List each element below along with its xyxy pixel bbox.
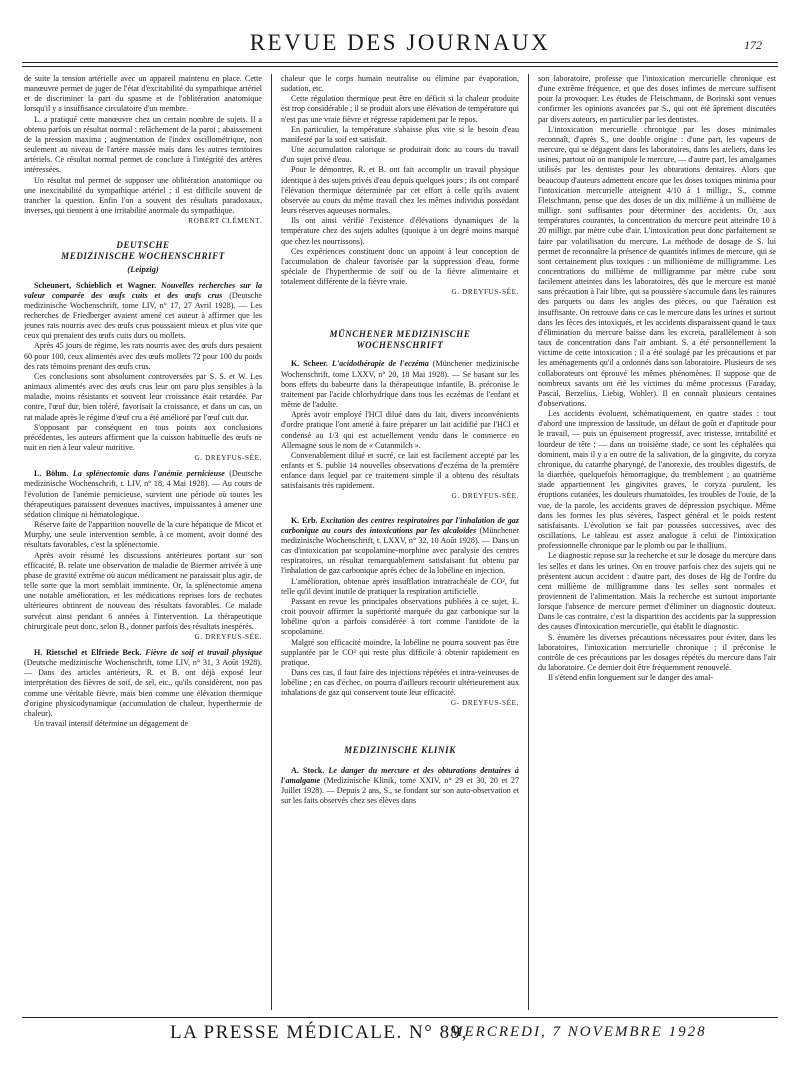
running-title: REVUE DES JOURNAUX (249, 30, 551, 55)
article-authors: L. Böhm. (34, 469, 69, 479)
paragraph: Après 45 jours de régime, les rats nourris avec des œufs durs pesaient 60 pour 100, ceux alimentés avec des œufs mollets 72 pour 100 du poids des rats témoins prenant des œufs crus. (24, 341, 262, 371)
paragraph: S'opposant par conséquent en tous points aux conclusions précédentes, les auteurs affirment que la cuisson habituelle des œufs ne nuit en rien à leur valeur nutritive. (24, 422, 262, 452)
journal-city: (Leipzig) (127, 264, 159, 275)
paragraph: Ces conclusions sont absolument controversées par S. S. et W. Les animaux alimentés avec des œufs crus leur ont paru plus sensibles à la maladie, moins résistants et souvent leur croissance était retardée. Par contre, l'œuf dur, bien toléré, favorisait la croissance, et dans un cas, un rat malade après le régime d'œuf cru a été amélioré par l'œuf cuit dur. (24, 371, 262, 422)
article-text: Se basant sur les bons effets du babeurre dans la thérapeutique infantile, B. préconise le traitement par l'acide chlorhydrique dans tous les eczémas de l'enfant et même de l'adulte. (281, 369, 519, 410)
page-header (24, 30, 776, 60)
paragraph: L. a pratiqué cette manœuvre chez un certain nombre de sujets. Il a obtenu parfois un résultat normal : relâchement de la paroi ; abaissement de la pression maxima ; augmentation de l'index oscillométrique, non seulement au niveau de l'artère massée mais dans les autres territoires artériels. Ce résultat normal permet de conclure à l'intégrité des artères intéressées. (24, 114, 262, 175)
paragraph: Convenablement dilué et sucré, ce lait est facilement accepté par les enfants et S. publie 14 nouvelles observations d'eczéma de la première enfance dans lequel par ce traitement simple il a obtenu des résultats satisfaisants très rapidement. (281, 450, 519, 491)
article-text: Au cours de l'évolution de l'anémie pernicieuse, survient une période où toutes les thérapeutiques paraissent devenues inactives, impuissantes à amener une sédation clinique ni hématologique. (24, 479, 262, 519)
paragraph: Pour le démontrer, R. et B. ont fait accomplir un travail physique identique à des sujets privés d'eau depuis quelques jours ; ils ont comparé l'élévation thermique déterminée par cet effort à celle qu'ils avaient observée au cours du même travail chez les mêmes individus possédant leurs réserves aqueuses normales. (281, 165, 519, 216)
paragraph: Un résultat nul permet de supposer une oblitération anatomique ou une inexcitabilité du sympathique artériel ; il est difficile souvent de trancher la question. Enfin l'on a souvent des résultats paradoxaux, inverses, qui tiennent à une irritabilité anormale du sympathique. (24, 175, 262, 216)
paragraph: Après avoir résumé les discussions antérieures portant sur son efficacité, B. relate une observation de maladie de Biermer arrivée à une phase de gravité extrême où aucun médicament ne paraissait plus agir, de telle sorte que la mort semblait imminente. Or, la splénectomie amena une notable amélioration, et les médications reprises lors de rechutes ultérieures obtinrent de nouveau des résultats favorables. Ce malade survécut ainsi pendant 6 années à l'intervention. La thérapeutique chirurgicale peut donc, selon B., donner parfois des résultats inespérés. (24, 550, 262, 631)
journal-heading: MEDIZINISCHE KLINIK (344, 744, 456, 755)
journal-heading: MÜNCHENER MEDIZINISCHE (329, 329, 471, 340)
article-authors: A. Stock. (291, 765, 325, 775)
article-authors: K. Scheer. (291, 359, 328, 369)
article-reference: (Medizinische Klinik, tome XXIV, n° 29 et 30, 20 et 27 Juillet 1928). — (281, 775, 519, 795)
footer-date: MERCREDI, 7 NOVEMBRE 1928 (450, 1024, 707, 1040)
paragraph: Après avoir employé l'HCl dilué dans du lait, divers inconvénients d'ordre pratique l'ont amené à faire préparer un lait acidifié par l'HCl et condensé au 1/3 qui est actuellement vendu dans le commerce en Allemagne sous le nom de « Cutanmilch ». (281, 410, 519, 450)
article-title: Nouvelles recherches sur la valeur comparée des œufs cuits et des œufs crus (24, 280, 262, 300)
journal-heading: WOCHENSCHRIFT (356, 340, 444, 351)
author-signature: ROBERT CLÉMENT. (188, 217, 262, 226)
paragraph: Il s'étend enfin longuement sur le danger des amal- (548, 673, 714, 683)
article-abstract (24, 281, 262, 342)
article-authors: K. Erb. (291, 515, 318, 525)
paragraph: son laboratoire, professe que l'intoxication mercurielle chronique est d'une extrême fréquence, et que des doses infimes de mercure suffisent pour la provoquer. Les études de Fleischmann, de Borinski sont venues confirmer les opinions avancées par S., qui ont été âprement discutées par divers auteurs, en particulier par les dentistes. (538, 74, 776, 124)
article-title: Excitation des centres respiratoires par l'inhalation de gaz carbonique au cours des intoxications par les alcaloïdes (281, 515, 519, 535)
paragraph: Une accumulation calorique se produirait donc au cours du travail d'un sujet privé d'eau. (281, 145, 519, 165)
article-reference: (Deutsche medizinische Wochenschrift, tome LIV, n° 17, 27 Avril 1928). — (24, 290, 262, 310)
footer-rule (22, 1017, 778, 1018)
article-reference: (Münchener medizinische Wochenschrift, t. LXXV, n° 32, 10 Août 1928). — (281, 525, 519, 545)
article-abstract (281, 516, 519, 577)
paragraph: chaleur que le corps humain neutralise ou élimine par évaporation, sudation, etc. (281, 74, 519, 94)
footer-journal: LA PRESSE MÉDICALE. N° 89, (170, 1022, 468, 1043)
column-left (24, 74, 262, 1010)
article-text: Les recherches de Friedberger avaient amené cet auteur à affirmer que les jeunes rats nourris avec des œufs crus poussaient mieux et plus vite que ceux qui prenaient des œufs cuits durs ou mollets. (24, 300, 262, 341)
column-divider (528, 74, 529, 1010)
paragraph: S. énumère les diverses précautions nécessaires pour éviter, dans les laboratoires, l'intoxication mercurielle chronique ; il préconise le contrôle de ces précautions par les dosages répétés du mercure dans l'air du laboratoire. Ce dernier doit être fréquemment renouvelé. (538, 632, 776, 673)
paragraph: L'intoxication mercurielle chronique par les doses minimales reconnaît, d'après S., une double origine : d'une part, les vapeurs de mercure, qui se dégagent dans les laboratoires, dans les ateliers, dans les usines, partout où on manipule le mercure, — d'autre part, les amalgames utilisés par les dentistes pour les obturations dentaires. Alors que beaucoup d'auteurs admettent encore que les doses toxiques minima pour l'intoxication mercurielle atteignent 4/10 à 1 milligr., S., comme Fleischmann, pense que des doses de un dix millième à un millième de milligr. sont suffisantes pour déterminer des accidents. Or, aux températures courantes, la concentration du mercure peut atteindre 10 à 20 milligr. par mètre cube d'air. L'intoxication peut donc parfaitement se faire par volatilisation du mercure. La méthode de dosage de S. lui permet de reconnaître la présence de quantités infimes de mercure, qui se sont certainement plus toxiques : un millionième de milligramme. Les concentrations du millième de milligramme par mètre cube sont facilement atteintes dans les laboratoires, dès que le mercure est manié sans précaution à l'air libre, qui sa poussière s'accumule dans les rainures des parquets ou dans les angles des pièces, ou que l'aération est insuffisante. On retrouve dans ce cas le mercure dans les urines et surtout dans les fèces des intoxiqués, et les accidents disparaissent quand le taux d'élimination du mercure baisse dans les excreta, parallèlement à son taux de concentration dans l'air ambiant. S. a été personnellement la victime de cette intoxication ; il a été soulagé par les précautions et par les aménagements qu'il a ordonnés dans son laboratoire. Plusieurs de ses collaborateurs ont éprouvé les mêmes phénomènes. Il suppose que de nombreux savants ont été les victimes du même processus (Faraday, Pascal, Berzelius, Liebig, Wohler). Il en connaît plusieurs centaines d'observations. (538, 124, 776, 408)
paragraph: L'amélioration, obtenue après insufflation intratrachéale de CO², fut telle qu'il devint inutile de pratiquer la respiration artificielle. (281, 576, 519, 596)
article-title: Fièvre de soif et travail physique (145, 647, 262, 657)
article-columns (24, 74, 776, 1010)
column-right (538, 74, 776, 1010)
article-reference: (Deutsche medizinische Wochenschrift, tome LIV, n° 31, 3 Août 1928). — (24, 658, 262, 678)
column-middle (281, 74, 519, 1010)
paragraph: Les accidents évoluent, schématiquement, en quatre stades : tout d'abord une impression de lassitude, un défaut de goût et d'aptitude pour le travail, — puis un épuisement progressif, avec tristesse, irritabilité et lourdeur de tête ; — dans un troisième stade, ce sont les céphalées qui dominent, mais il y a en outre de la salivation, de la gingivite, du coryza chronique, du catarrhe pharyngé, de l'anorexie, des troubles digestifs, de la diarrhée, quelquefois hémorragique, du tremblement ; au quatrième stade appartiennent les gingivites graves, le coryza purulent, les éruptions cutanées, les douleurs rhumatoïdes, les troubles de l'ouïe, de la vue, de la parole, les accidents graves de dépression psychique. Même dans les formes les plus sévères, l'aspect général et le poids restent satisfaisants. L'évolution se fait par poussées successives, avec des oscillations. Le tableau est assez analogue à celui de l'intoxication professionnelle chronique par le plomb ou par le thallium. (538, 409, 776, 551)
paragraph: Passant en revue les principales observations publiées à ce sujet, E. croit pouvoir affirmer la supériorité marquée du gaz carbonique sur la lobéline qu'on a parfois considérée à tort comme l'antidote de la scopolamine. (281, 596, 519, 637)
author-signature: G- DREYFUS-SÉE. (450, 699, 519, 708)
article-abstract (24, 648, 262, 719)
article-authors: Scheunert, Schieblich et Wagner. (34, 280, 157, 290)
article-reference: (Deutsche medizinische Wochenschrift, t. LIV, n° 18, 4 Mai 1928). — (24, 469, 262, 489)
paragraph: Dans ces cas, il faut faire des injections répétées et intra-veineuses de lobéline ; en cas d'échec, on pourra d'ailleurs recourir ultérieurement aux inhalations de gaz qui conservent toute leur efficacité. (281, 667, 519, 698)
author-signature: G. DREYFUS-SÉE. (194, 632, 262, 641)
journal-heading: DEUTSCHE (116, 240, 170, 251)
article-text: Dans des articles antérieurs, R. et B. ont déjà exposé leur interprétation des fièvres de soif, de sel, etc., qu'ils considèrent, non pas comme une véritable fièvre, mais bien comme une élévation thermique d'origine physicodynamique (accumulation de chaleur, hyperthermie de chaleur). (24, 668, 262, 718)
journal-heading: MEDIZINISCHE WOCHENSCHRIFT (61, 251, 225, 262)
paragraph: En particulier, la température s'abaisse plus vite si le besoin d'eau manifesté par la soif est satisfait. (281, 124, 519, 144)
author-signature: G. DREYFUS-SÉE. (451, 492, 519, 501)
page-number: 172 (744, 38, 762, 52)
page-footer (24, 1022, 776, 1044)
author-signature: G. DREYFUS-SÉE. (194, 454, 262, 463)
article-abstract (24, 469, 262, 520)
author-signature: G. DREYFUS-SÉE. (451, 288, 519, 297)
article-title: Le danger du mercure et des obturations dentaires à l'amalgame (281, 765, 519, 785)
article-title: L'acidothérapie de l'eczéma (331, 359, 429, 369)
article-title: La splénectomie dans l'anémie pernicieuse (72, 469, 225, 479)
paragraph: Réserve faite de l'apparition nouvelle de la cure hépatique de Micot et Murphy, une seule intervention semble, à ce moment, avoir donné des résultats favorables, c'est la splénectomie. (24, 520, 262, 550)
paragraph: Ils ont ainsi vérifié l'existence d'élévations dynamiques de la température chez des sujets adultes (quoique à un degré moins marqué que chez les nourrissons). (281, 216, 519, 246)
header-rule-thin (22, 66, 778, 67)
article-text: Depuis 2 ans, S., se fondant sur son auto-observation et sur les faits observés chez ses élèves dans (281, 785, 519, 806)
article-abstract (281, 359, 519, 410)
paragraph: Malgré son efficacité moindre, la lobéline ne pourra souvent pas être supplantée par le CO² qui reste plus difficile à obtenir rapidement en pratique. (281, 637, 519, 667)
article-abstract (281, 766, 519, 807)
paragraph: Le diagnostic repose sur la recherche et sur le dosage du mercure dans les selles et dans les urines. On en trouve parfois chez des sujets qui ne présentent aucun accident : d'autre part, des doses de Hg de l'ordre du cent millième de milligramme dans les selles sont normales et proviennent de l'alimentation. Mais la recherche est surtout importante lorsque l'absence de mercure permet d'éliminer un diagnostic douteux. Dans le cas contraire, c'est la disparition des accidents par la suppression des causes d'intoxication mercurielle, qui établit le diagnostic. (538, 551, 776, 632)
column-divider (271, 74, 272, 1010)
paragraph: Ces expériences constituent donc un appoint à leur conception de l'accumulation de chaleur favorisée par la suppression d'eau, forme spéciale de l'hyperthermie de soif ou de la fièvre alimentaire et totalement différente de la fièvre vraie. (281, 246, 519, 287)
article-text: Dans un cas d'intoxication par scopolamine-morphine avec paralysie des centres respiratoires, un résultat remarquablement satisfaisant fut obtenu par l'inhalation de gaz carbonique après échec de la lobéline en injection. (281, 535, 519, 576)
header-rule (22, 62, 778, 63)
paragraph: Un travail intensif détermine un dégagement de (34, 719, 189, 729)
article-authors: H. Rietschel et Elfriede Beck. (34, 647, 142, 657)
paragraph: de suite la tension artérielle avec un appareil maintenu en place. Cette manœuvre permet de juger de l'état d'excitabilité du sympathique artériel et de discriminer la part du spasme et de l'oblitération anatomique lorsqu'il y a insuffisance circulatoire d'un membre. (24, 74, 262, 114)
paragraph: Cette régulation thermique peut être en déficit si la chaleur produite est trop considérable ; il se produit alors une élévation de température qui n'est pas une vraie fièvre et régresse rapidement par le repos. (281, 94, 519, 124)
article-reference: (Münchener medizinische Wochenschrift, tome LXXV, n° 20, 18 Mai 1928). — (281, 359, 519, 379)
